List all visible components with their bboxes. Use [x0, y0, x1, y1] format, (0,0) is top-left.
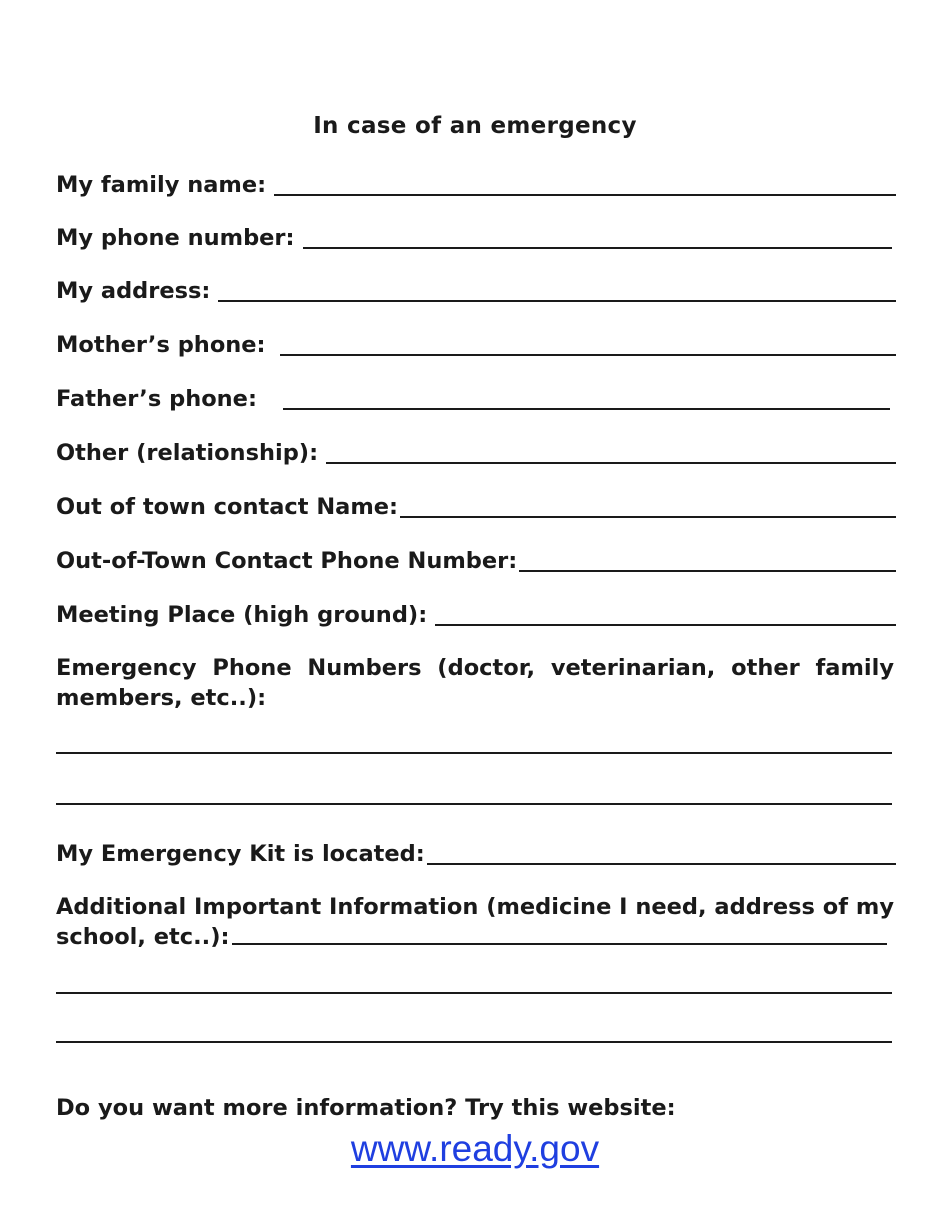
meeting-place-label: Meeting Place (high ground):	[56, 602, 428, 628]
additional-info-line-0[interactable]	[232, 943, 887, 945]
family-name-field[interactable]	[274, 194, 896, 196]
emergency-kit-label: My Emergency Kit is located:	[56, 841, 425, 867]
phone-number-row	[56, 217, 896, 253]
family-name-row	[56, 164, 896, 200]
additional-info-line-2[interactable]	[56, 1041, 892, 1043]
father-phone-row	[56, 378, 896, 414]
ready-gov-link-wrap	[0, 1128, 950, 1170]
other-relationship-row	[56, 432, 896, 468]
out-of-town-phone-row	[56, 540, 896, 576]
emergency-kit-field[interactable]	[427, 863, 896, 865]
other-relationship-label: Other (relationship):	[56, 440, 319, 466]
phone-number-label: My phone number:	[56, 225, 295, 251]
additional-info-label: Additional Important Information (medicine I need, address of my school, etc..):	[56, 894, 894, 950]
address-row	[56, 270, 896, 306]
address-label: My address:	[56, 278, 211, 304]
family-name-label: My family name:	[56, 172, 267, 198]
emergency-kit-row	[56, 833, 896, 869]
meeting-place-field[interactable]	[435, 624, 896, 626]
emergency-numbers-line-1[interactable]	[56, 752, 892, 754]
out-of-town-phone-field[interactable]	[519, 570, 896, 572]
additional-info-line-1[interactable]	[56, 992, 892, 994]
out-of-town-phone-label: Out-of-Town Contact Phone Number:	[56, 548, 518, 574]
emergency-numbers-label: Emergency Phone Numbers (doctor, veterinarian, other family members, etc..):	[56, 655, 894, 711]
address-field[interactable]	[218, 300, 896, 302]
out-of-town-name-label: Out of town contact Name:	[56, 494, 399, 520]
phone-number-field[interactable]	[303, 247, 892, 249]
father-phone-label: Father’s phone:	[56, 386, 257, 412]
more-info-question: Do you want more information? Try this website:	[56, 1095, 676, 1121]
mother-phone-field[interactable]	[280, 354, 896, 356]
out-of-town-name-field[interactable]	[400, 516, 896, 518]
father-phone-field[interactable]	[283, 408, 890, 410]
other-relationship-field[interactable]	[326, 462, 896, 464]
page-title: In case of an emergency	[313, 113, 637, 139]
mother-phone-row	[56, 324, 896, 360]
ready-gov-link[interactable]: www.ready.gov	[350, 1128, 600, 1169]
emergency-numbers-line-2[interactable]	[56, 803, 892, 805]
out-of-town-name-row	[56, 486, 896, 522]
mother-phone-label: Mother’s phone:	[56, 332, 266, 358]
meeting-place-row	[56, 594, 896, 630]
